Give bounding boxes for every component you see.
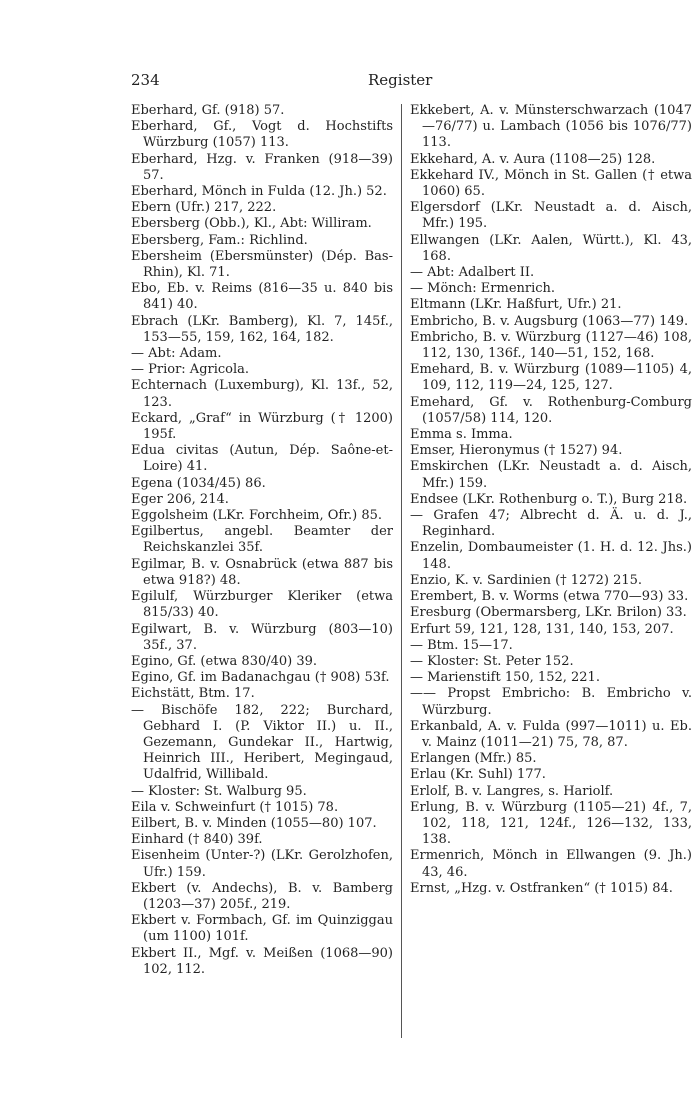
index-entry: Ekbert v. Formbach, Gf. im Quinziggau (um 1100) 101f. [131, 913, 393, 945]
index-entry: Eckard, „Graf“ in Würzburg († 1200) 195f. [131, 410, 393, 443]
column-divider [401, 104, 402, 1038]
index-entry: Ebrach (LKr. Bamberg), Kl. 7, 145f., 153—55, 159, 162, 164, 182. [131, 313, 393, 345]
index-entry: Ebersberg, Fam.: Richlind. [131, 232, 308, 248]
index-column-left [131, 103, 393, 978]
index-entry: Egino, Gf. (etwa 830/40) 39. [131, 653, 318, 669]
index-entry: Egilulf, Würzburger Kleriker (etwa 815/33) 40. [131, 589, 393, 621]
index-entry: — Btm. 15—17. [410, 637, 513, 653]
index-entry: — Kloster: St. Walburg 95. [131, 783, 307, 799]
index-entry: Edua civitas (Autun, Dép. Saône-et-Loire) 41. [131, 443, 393, 475]
index-entry: — Bischöfe 182, 222; Burchard, Gebhard I. (P. Viktor II.) u. II., Gezemann, Gundekar II., Hartwig, Heinrich III., Heribert, Megingaud, Udalfrid, Willibald. [131, 702, 393, 783]
index-entry: Erlangen (Mfr.) 85. [410, 751, 537, 767]
index-entry: Einhard († 840) 39f. [131, 832, 263, 848]
index-entry: Eberhard, Gf. (918) 57. [131, 103, 285, 118]
index-entry: — Kloster: St. Peter 152. [410, 653, 574, 669]
index-entry: Enzelin, Dombaumeister (1. H. d. 12. Jhs.) 148. [410, 540, 692, 572]
index-entry: Eberhard, Hzg. v. Franken (918—39) 57. [131, 151, 393, 183]
index-entry: — Mönch: Ermenrich. [410, 281, 556, 297]
index-entry: Erembert, B. v. Worms (etwa 770—93) 33. [410, 589, 689, 605]
index-entry: Eresburg (Obermarsberg, LKr. Brilon) 33. [410, 605, 687, 621]
index-entry: Egilmar, B. v. Osnabrück (etwa 887 bis etwa 918?) 48. [131, 556, 393, 588]
index-entry: Erlau (Kr. Suhl) 177. [410, 767, 546, 783]
index-entry: Erfurt 59, 121, 128, 131, 140, 153, 207. [410, 621, 674, 637]
index-entry: Eggolsheim (LKr. Forchheim, Ofr.) 85. [131, 508, 383, 524]
index-entry: Ebo, Eb. v. Reims (816—35 u. 840 bis 841) 40. [131, 281, 393, 313]
index-entry: — Abt: Adalbert II. [410, 265, 535, 281]
index-entry: Eichstätt, Btm. 17. [131, 686, 255, 702]
index-entry: — Marienstift 150, 152, 221. [410, 670, 600, 686]
index-entry: Ekbert (v. Andechs), B. v. Bamberg (1203—37) 205f., 219. [131, 880, 393, 912]
index-entry: Ekkebert, A. v. Münsterschwarzach (1047—76/77) u. Lambach (1056 bis 1076/77) 113. [410, 103, 692, 151]
index-entry: — Prior: Agricola. [131, 362, 250, 378]
index-entry: Emma s. Imma. [410, 427, 513, 443]
index-entry: Egena (1034/45) 86. [131, 475, 266, 491]
index-entry: Eger 206, 214. [131, 491, 229, 507]
index-entry: Eilbert, B. v. Minden (1055—80) 107. [131, 815, 377, 831]
index-entry: Eberhard, Gf., Vogt d. Hochstifts Würzburg (1057) 113. [131, 119, 393, 151]
index-entry: — Abt: Adam. [131, 346, 222, 362]
index-entry: Emehard, B. v. Würzburg (1089—1105) 4, 109, 112, 119—24, 125, 127. [410, 362, 692, 394]
index-entry: Embricho, B. v. Augsburg (1063—77) 149. [410, 313, 689, 329]
index-entry: Ebern (Ufr.) 217, 222. [131, 200, 277, 216]
index-entry: —— Propst Embricho: B. Embricho v. Würzburg. [410, 686, 692, 718]
index-entry: Ernst, „Hzg. v. Ostfranken“ († 1015) 84. [410, 880, 673, 896]
index-entry: Elgersdorf (LKr. Neustadt a. d. Aisch, Mfr.) 195. [410, 200, 692, 232]
index-entry: Ermenrich, Mönch in Ellwangen (9. Jh.) 43, 46. [410, 848, 692, 880]
index-entry: Enzio, K. v. Sardinien († 1272) 215. [410, 572, 643, 588]
index-entry: Erkanbald, A. v. Fulda (997—1011) u. Eb. v. Mainz (1011—21) 75, 78, 87. [410, 718, 692, 750]
index-entry: Echternach (Luxemburg), Kl. 13f., 52, 123. [131, 378, 393, 410]
index-entry: Eltmann (LKr. Haßfurt, Ufr.) 21. [410, 297, 622, 313]
index-entry: Emskirchen (LKr. Neustadt a. d. Aisch, Mfr.) 159. [410, 459, 692, 491]
index-entry: Ekkehard, A. v. Aura (1108—25) 128. [410, 151, 656, 167]
running-head: Register [368, 71, 433, 89]
index-entry: Ebersheim (Ebersmünster) (Dép. Bas-Rhin), Kl. 71. [131, 248, 393, 281]
index-entry: Endsee (LKr. Rothenburg o. T.), Burg 218. [410, 491, 688, 507]
index-entry: Ebersberg (Obb.), Kl., Abt: Williram. [131, 216, 372, 232]
index-entry: Eberhard, Mönch in Fulda (12. Jh.) 52. [131, 184, 387, 200]
index-entry: — Grafen 47; Albrecht d. Ä. u. d. J., Reginhard. [410, 508, 692, 540]
page-header [131, 71, 569, 93]
index-entry: Emehard, Gf. v. Rothenburg-Comburg (1057/58) 114, 120. [410, 394, 692, 426]
index-entry: Ekbert II., Mgf. v. Meißen (1068—90) 102, 112. [131, 945, 393, 977]
index-entry: Embricho, B. v. Würzburg (1127—46) 108, 112, 130, 136f., 140—51, 152, 168. [410, 329, 692, 362]
index-entry: Emser, Hieronymus († 1527) 94. [410, 443, 623, 459]
index-entry: Eisenheim (Unter-?) (LKr. Gerolzhofen, Ufr.) 159. [131, 848, 393, 880]
index-column-right [410, 103, 692, 897]
index-entry: Erlolf, B. v. Langres, s. Hariolf. [410, 783, 614, 799]
index-entry: Egilbertus, angebl. Beamter der Reichskanzlei 35f. [131, 524, 393, 556]
index-entry: Ellwangen (LKr. Aalen, Württ.), Kl. 43, 168. [410, 232, 692, 264]
index-entry: Egilwart, B. v. Würzburg (803—10) 35f., 37. [131, 621, 393, 653]
index-entry: Egino, Gf. im Badanachgau († 908) 53f. [131, 670, 390, 686]
index-entry: Eila v. Schweinfurt († 1015) 78. [131, 799, 339, 815]
index-entry: Ekkehard IV., Mönch in St. Gallen († etwa 1060) 65. [410, 167, 692, 200]
index-entry: Erlung, B. v. Würzburg (1105—21) 4f., 7, 102, 118, 121, 124f., 126—132, 133, 138. [410, 799, 692, 848]
page-number: 234 [131, 71, 160, 89]
